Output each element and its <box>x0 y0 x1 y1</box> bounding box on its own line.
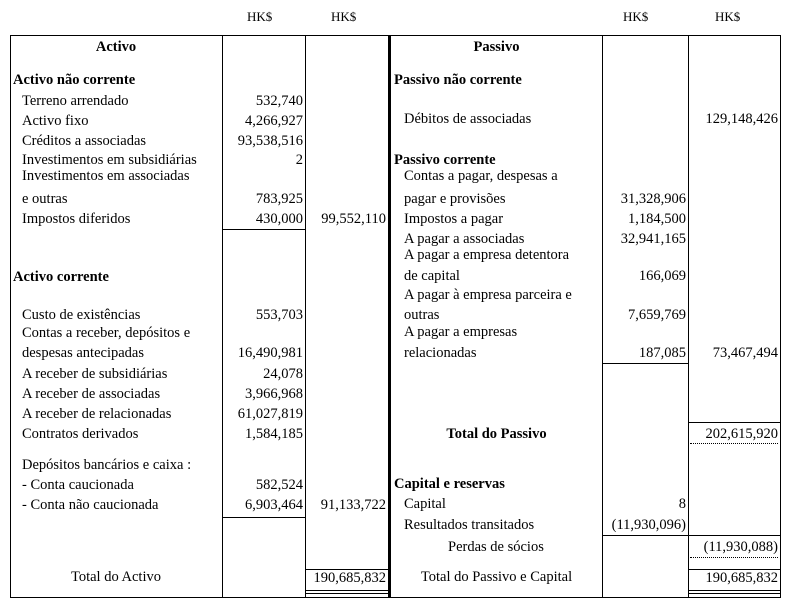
line-item-value: 32,941,165 <box>620 231 686 247</box>
table-border-top <box>10 35 781 36</box>
section-heading: Activo não corrente <box>13 72 136 88</box>
line-item-value: 430,000 <box>255 211 303 227</box>
line-item-label: Activo fixo <box>22 113 89 129</box>
equity-subtotal-label: Perdas de sócios <box>448 539 544 555</box>
line-item-value: 6,903,464 <box>245 497 303 513</box>
line-item-label: A receber de associadas <box>22 386 161 402</box>
table-border-right <box>780 35 781 598</box>
line-item-label: Débitos de associadas <box>404 111 532 127</box>
total-liabilities-label: Total do Passivo <box>446 426 547 442</box>
line-item-label: A receber de subsidiárias <box>22 366 168 382</box>
line-item-label: Créditos a associadas <box>22 133 147 149</box>
dotted-rule <box>690 557 778 558</box>
table-border-bottom <box>10 597 781 598</box>
line-item-value: 4,266,927 <box>245 113 303 129</box>
subtotal-rule <box>222 229 305 230</box>
line-item-value: 582,524 <box>255 477 303 493</box>
line-item-value: 2 <box>295 152 303 168</box>
line-item-value: 166,069 <box>638 268 686 284</box>
line-item-value: 532,740 <box>255 93 303 109</box>
line-item-label: A pagar a empresas <box>404 324 518 340</box>
line-item-label: Terreno arrendado <box>22 93 129 109</box>
currency-header: HK$ <box>331 9 357 24</box>
line-item-label: A pagar a empresa detentora <box>404 247 570 263</box>
line-item-label: A pagar a associadas <box>404 231 525 247</box>
line-item-label: Capital <box>404 496 446 512</box>
line-item-label: - Conta não caucionada <box>22 497 159 513</box>
equity-subtotal-value: (11,930,088) <box>703 539 778 555</box>
section-heading: Activo corrente <box>13 269 109 285</box>
subtotal-value: 73,467,494 <box>712 345 778 361</box>
line-item-label: outras <box>404 307 440 323</box>
assets-title: Activo <box>95 39 137 55</box>
line-item-value: 16,490,981 <box>237 345 303 361</box>
line-item-value: 129,148,426 <box>705 111 778 127</box>
section-heading: Capital e reservas <box>394 476 505 492</box>
subtotal-value: 99,552,110 <box>321 211 386 227</box>
line-item-value: (11,930,096) <box>611 517 686 533</box>
table-border-left <box>10 35 11 598</box>
line-item-label: Depósitos bancários e caixa : <box>22 457 192 473</box>
line-item-value: 783,925 <box>255 191 303 207</box>
column-divider <box>305 35 306 598</box>
total-assets-label: Total do Activo <box>70 569 161 585</box>
line-item-value: 31,328,906 <box>620 191 686 207</box>
double-rule <box>305 590 388 591</box>
line-item-label: despesas antecipadas <box>22 345 144 361</box>
column-divider <box>602 35 603 598</box>
line-item-label: Contas a receber, depósitos e <box>22 325 191 341</box>
line-item-label: A pagar à empresa parceira e <box>404 287 572 303</box>
line-item-label: Impostos diferidos <box>22 211 131 227</box>
subtotal-rule <box>602 363 688 364</box>
line-item-label: Contratos derivados <box>22 426 139 442</box>
currency-header: HK$ <box>247 9 273 24</box>
line-item-value: 553,703 <box>255 307 303 323</box>
section-divider <box>388 35 391 598</box>
line-item-label: Investimentos em subsidiárias <box>22 152 197 168</box>
line-item-value: 1,584,185 <box>245 426 303 442</box>
line-item-value: 187,085 <box>638 345 686 361</box>
total-assets-value: 190,685,832 <box>313 570 386 586</box>
line-item-value: 8 <box>678 496 686 512</box>
section-heading: Passivo corrente <box>394 152 496 168</box>
line-item-value: 24,078 <box>263 366 303 382</box>
line-item-label: pagar e provisões <box>404 191 506 207</box>
grand-total-label: Total do Passivo e Capital <box>420 569 573 585</box>
section-heading: Passivo não corrente <box>394 72 522 88</box>
currency-header: HK$ <box>715 9 741 24</box>
line-item-label: de capital <box>404 268 460 284</box>
line-item-value: 7,659,769 <box>628 307 686 323</box>
line-item-label: Impostos a pagar <box>404 211 504 227</box>
column-divider <box>222 35 223 598</box>
total-liabilities-value: 202,615,920 <box>705 426 778 442</box>
line-item-value: 3,966,968 <box>245 386 303 402</box>
line-item-value: 61,027,819 <box>237 406 303 422</box>
subtotal-value: 91,133,722 <box>320 497 386 513</box>
double-rule <box>688 590 780 591</box>
column-divider <box>688 35 689 598</box>
line-item-label: Contas a pagar, despesas a <box>404 168 558 184</box>
liabilities-title: Passivo <box>473 39 520 55</box>
currency-header: HK$ <box>623 9 649 24</box>
subtotal-rule <box>222 517 305 518</box>
dotted-rule <box>690 443 778 444</box>
double-rule <box>688 593 780 594</box>
line-item-label: e outras <box>22 191 68 207</box>
line-item-label: relacionadas <box>404 345 477 361</box>
line-item-value: 1,184,500 <box>628 211 686 227</box>
double-rule <box>305 593 388 594</box>
line-item-value: 93,538,516 <box>237 133 303 149</box>
line-item-label: - Conta caucionada <box>22 477 134 493</box>
subtotal-rule <box>602 535 780 536</box>
grand-total-value: 190,685,832 <box>705 570 778 586</box>
line-item-label: Investimentos em associadas <box>22 168 190 184</box>
line-item-label: Resultados transitados <box>404 517 535 533</box>
line-item-label: Custo de existências <box>22 307 141 323</box>
line-item-label: A receber de relacionadas <box>22 406 172 422</box>
total-rule <box>688 422 780 423</box>
